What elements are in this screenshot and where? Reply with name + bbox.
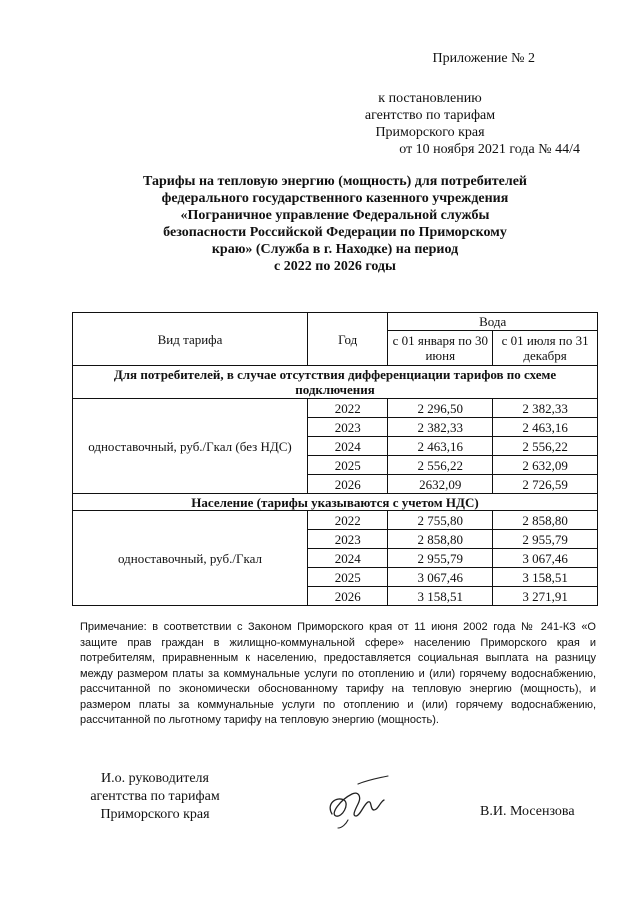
value-cell: 2 632,09: [493, 456, 598, 475]
value-cell: 3 067,46: [388, 568, 493, 587]
value-cell: 2 556,22: [388, 456, 493, 475]
year-cell: 2023: [308, 418, 388, 437]
value-cell: 2 858,80: [493, 511, 598, 530]
document-title: [95, 173, 575, 275]
value-cell: 3 158,51: [388, 587, 493, 606]
section-header-row: [73, 494, 598, 511]
signatory-line: Приморского края: [100, 807, 210, 822]
value-cell: 2 556,22: [493, 437, 598, 456]
appendix-line: Приморского края: [375, 125, 485, 140]
table-row: [73, 511, 598, 530]
signatory-line: агентства по тарифам: [90, 789, 220, 804]
year-cell: 2024: [308, 437, 388, 456]
title-line: Тарифы на тепловую энергию (мощность) для потребителей: [143, 174, 527, 189]
value-cell: 2632,09: [388, 475, 493, 494]
column-header-period-2: с 01 июля по 31 декабря: [493, 331, 598, 366]
column-header-tariff-type: Вид тарифа: [73, 313, 308, 366]
value-cell: 2 755,80: [388, 511, 493, 530]
footnote: Примечание: в соответствии с Законом Приморского края от 11 июня 2002 года № 241-КЗ «О защите прав граждан в жилищно-коммунальной сфере» населению Приморского края и потребителям, приравненным к населению, предоставляется социальная выплата на разницу между размером платы за коммунальные услуги по отоплению и (или) горячему водоснабжению, рассчитанной по экономически обоснованному тарифу на тепловую энергию (мощность), и размером платы за коммунальные услуги по отоплению и (или) горячему водоснабжению, рассчитанной по льготному тарифу на тепловую энергию (мощность).: [80, 621, 596, 726]
year-cell: 2024: [308, 549, 388, 568]
title-line: с 2022 по 2026 годы: [274, 259, 396, 274]
signatory-line: И.о. руководителя: [100, 771, 209, 786]
tariff-table: [72, 312, 598, 606]
table-row: [73, 399, 598, 418]
appendix-reference: [280, 90, 580, 158]
value-cell: 2 296,50: [388, 399, 493, 418]
value-cell: 2 955,79: [493, 530, 598, 549]
signatory-position: [80, 770, 230, 824]
tariff-label: одноставочный, руб./Гкал (без НДС): [73, 399, 308, 494]
appendix-line: агентство по тарифам: [364, 108, 496, 123]
year-cell: 2026: [308, 587, 388, 606]
year-cell: 2023: [308, 530, 388, 549]
title-line: федерального государственного казенного учреждения: [161, 191, 509, 206]
year-cell: 2025: [308, 568, 388, 587]
value-cell: 2 382,33: [388, 418, 493, 437]
section-title: Население (тарифы указываются с учетом НДС): [73, 494, 598, 511]
appendix-line: к постановлению: [378, 91, 482, 106]
tariff-label: одноставочный, руб./Гкал: [73, 511, 308, 606]
column-header-period-1: с 01 января по 30 июня: [388, 331, 493, 366]
year-cell: 2022: [308, 511, 388, 530]
title-line: безопасности Российской Федерации по Приморскому: [163, 225, 507, 240]
appendix-line: от 10 ноября 2021 года № 44/4: [399, 142, 580, 157]
year-cell: 2022: [308, 399, 388, 418]
value-cell: 2 382,33: [493, 399, 598, 418]
table-header-row: [73, 313, 598, 331]
year-cell: 2026: [308, 475, 388, 494]
value-cell: 3 158,51: [493, 568, 598, 587]
section-header-row: [73, 366, 598, 399]
value-cell: 2 463,16: [493, 418, 598, 437]
column-header-year: Год: [308, 313, 388, 366]
year-cell: 2025: [308, 456, 388, 475]
title-line: «Пограничное управление Федеральной службы: [180, 208, 490, 223]
handwritten-signature: [318, 770, 390, 830]
value-cell: 2 726,59: [493, 475, 598, 494]
signatory-name: В.И. Мосензова: [480, 804, 575, 819]
value-cell: 3 067,46: [493, 549, 598, 568]
value-cell: 2 955,79: [388, 549, 493, 568]
value-cell: 3 271,91: [493, 587, 598, 606]
title-line: краю» (Служба в г. Находке) на период: [211, 242, 459, 257]
value-cell: 2 463,16: [388, 437, 493, 456]
appendix-title: Приложение № 2: [432, 51, 535, 66]
value-cell: 2 858,80: [388, 530, 493, 549]
column-header-water: Вода: [388, 313, 598, 331]
section-title: Для потребителей, в случае отсутствия дифференциации тарифов по схеме подключения: [73, 366, 598, 399]
